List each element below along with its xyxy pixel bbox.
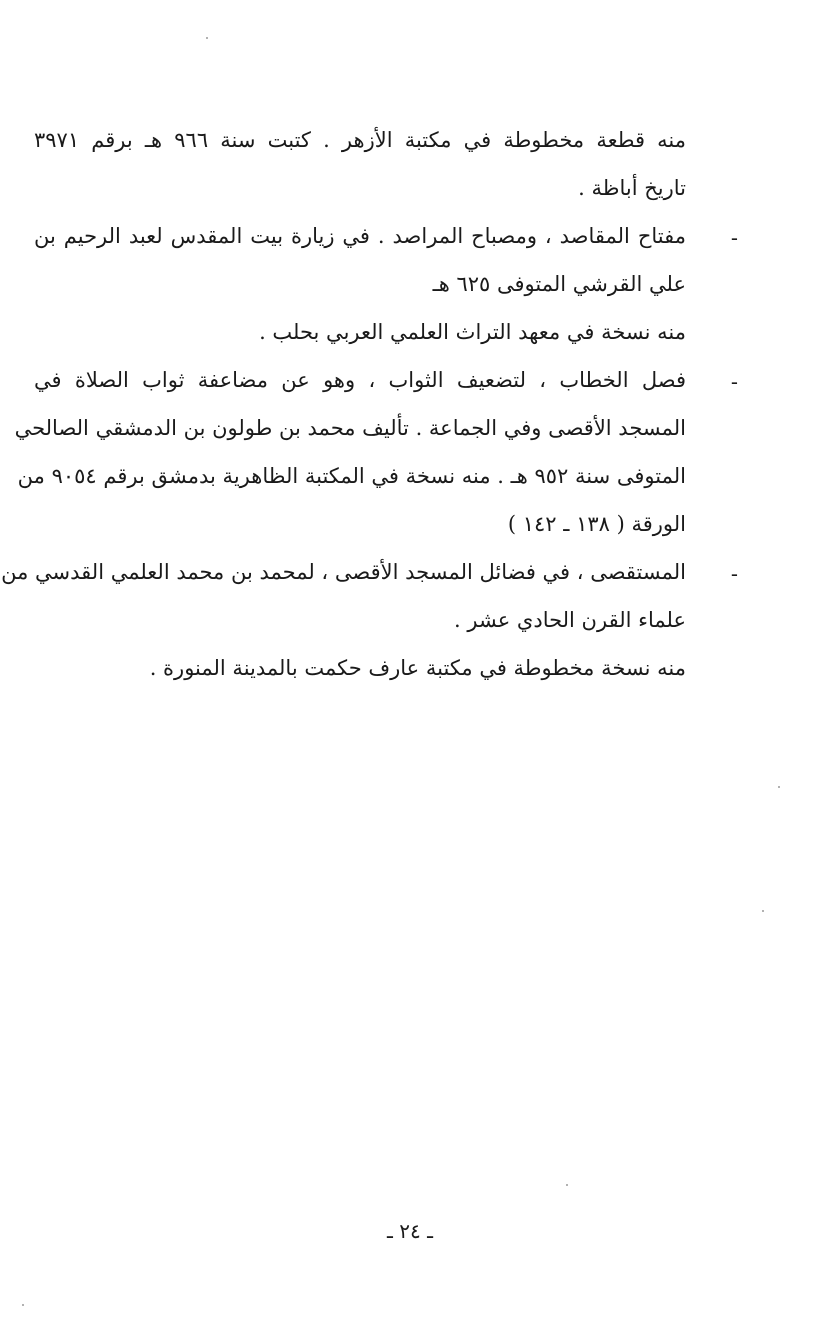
- line-8: [17, 452, 686, 500]
- scan-speck: [22, 1304, 24, 1306]
- line-2-text: تاريخ أباظة .: [578, 176, 686, 200]
- scan-speck: [778, 786, 780, 788]
- line-4: [34, 260, 686, 308]
- line-1: [34, 116, 686, 164]
- line-3-text: مفتاح المقاصد ، ومصباح المراصد . في زيارة بيت المقدس لعبد الرحيم بن: [34, 224, 686, 248]
- scan-speck: [206, 37, 208, 39]
- line-5: [34, 308, 686, 356]
- line-9-text: الورقة ( ١٣٨ ـ ١٤٢ ): [507, 512, 686, 536]
- list-item-miftah: [34, 212, 738, 260]
- line-12-text: منه نسخة مخطوطة في مكتبة عارف حكمت بالمدينة المنورة .: [149, 656, 686, 680]
- line-10-text: المستقصى ، في فضائل المسجد الأقصى ، لمحمد بن محمد العلمي القدسي من: [1, 560, 686, 584]
- line-4-text: علي القرشي المتوفى ٦٢٥ هـ: [432, 272, 686, 296]
- line-7: [14, 404, 686, 452]
- line-9: [34, 500, 686, 548]
- line-11-text: علماء القرن الحادي عشر .: [454, 608, 686, 632]
- bullet-dash: -: [730, 562, 738, 586]
- page-body: [1, 116, 738, 692]
- list-item-mustaqsa: [1, 548, 738, 596]
- page-number: ـ ٢٤ ـ: [387, 1219, 433, 1243]
- line-1-text: منه قطعة مخطوطة في مكتبة الأزهر . كتبت سنة ٩٦٦ هـ برقم ٣٩٧١: [34, 128, 686, 152]
- line-8-text: المتوفى سنة ٩٥٢ هـ . منه نسخة في المكتبة الظاهرية بدمشق برقم ٩٠٥٤ من: [17, 464, 686, 488]
- line-5-text: منه نسخة في معهد التراث العلمي العربي بحلب .: [259, 320, 686, 344]
- scan-speck: [566, 1184, 568, 1186]
- bullet-dash: -: [730, 226, 738, 250]
- line-11: [34, 596, 686, 644]
- line-7-text: المسجد الأقصى وفي الجماعة . تأليف محمد بن طولون بن الدمشقي الصالحي: [14, 416, 686, 440]
- line-6-text: فصل الخطاب ، لتضعيف الثواب ، وهو عن مضاعفة ثواب الصلاة في: [34, 368, 686, 392]
- scan-speck: [762, 910, 764, 912]
- line-2: [34, 164, 686, 212]
- bullet-dash: -: [730, 370, 738, 394]
- list-item-fasl: [34, 356, 738, 404]
- line-12: [34, 644, 686, 692]
